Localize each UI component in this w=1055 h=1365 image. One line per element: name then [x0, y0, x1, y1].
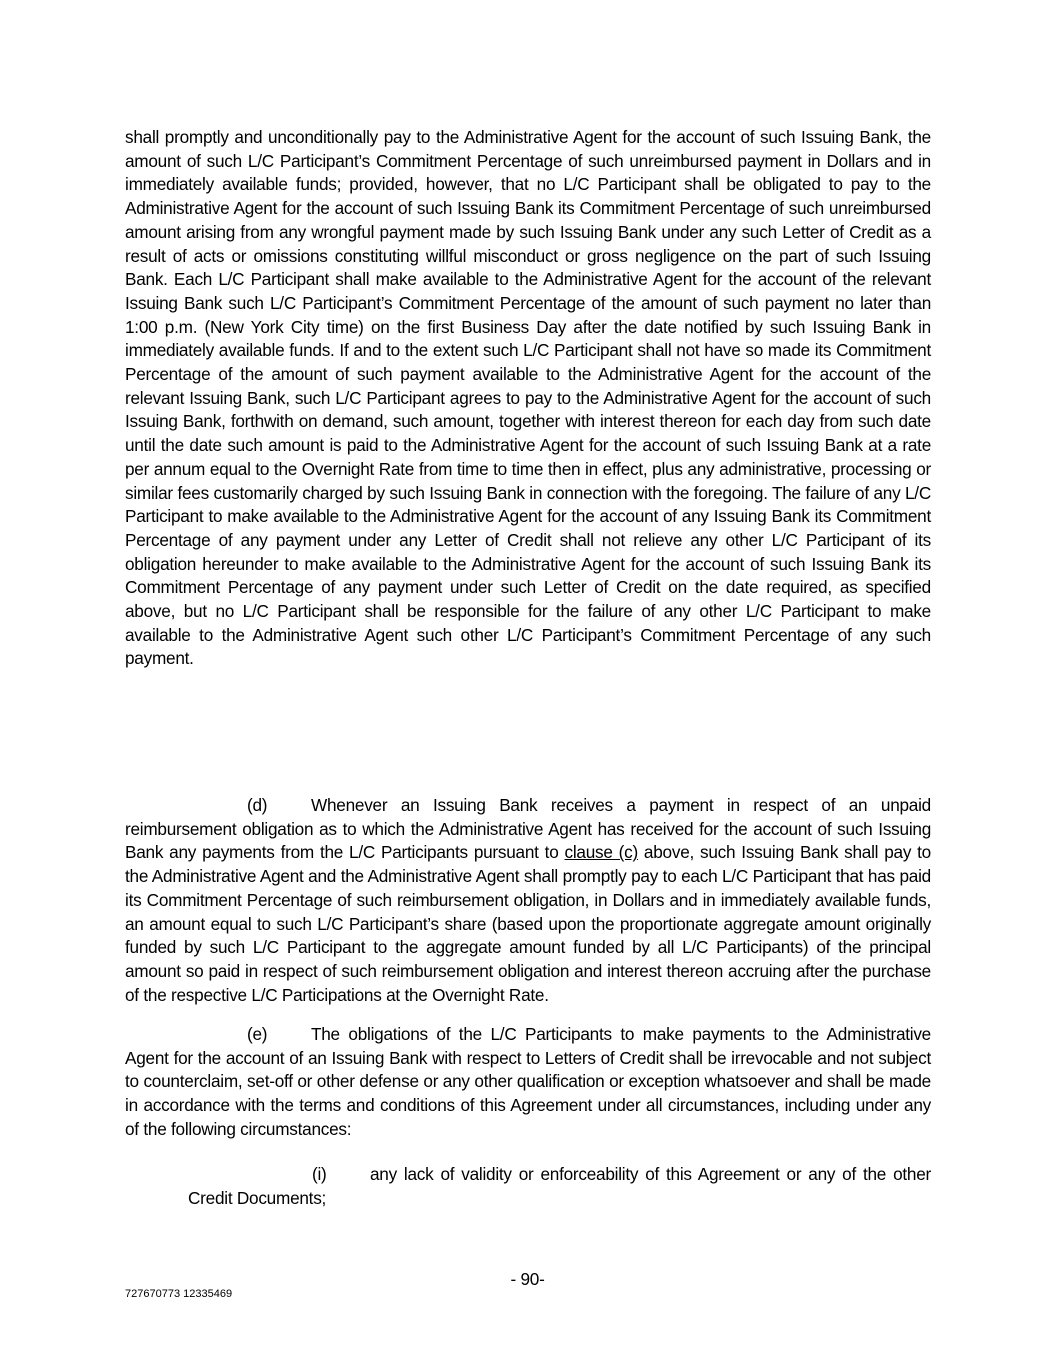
clause-c-reference: clause (c) — [564, 842, 638, 863]
paragraph-d-text-start: Whenever an Issuing Bank receives a payment in respect of an unpaid reimbursement obligation as to which the Administrative Agent has received for the account of such Issuing Bank any payments from the L/C Participants pursuant to — [125, 795, 931, 863]
subparagraph-i-text: any lack of validity or enforceability of this Agreement or any of the other Credit Documents; — [188, 1164, 931, 1208]
clause-label-e: (e) — [247, 1024, 268, 1044]
paragraph-e-text: The obligations of the L/C Participants to make payments to the Administrative Agent for the account of an Issuing Bank with respect to Letters of Credit shall be irrevocable and not subject to counterclaim, set-off or other defense or any other qualification or exception whatsoever and shall be made in accordance with the terms and conditions of this Agreement under all circumstances, including under any of the following circumstances: — [125, 1024, 931, 1139]
page-number: - 90- — [510, 1269, 545, 1289]
clause-label-i: (i) — [312, 1164, 327, 1184]
document-id: 727670773 12335469 — [125, 1288, 233, 1300]
subparagraph-i — [188, 1163, 931, 1210]
paragraph-d-text-end: above, such Issuing Bank shall pay to the Administrative Agent and the Administrative Agent shall promptly pay to each L/C Participant that has paid its Commitment Percentage of such reimbursement obligation, in Dollars and in immediately available funds, an amount equal to such L/C Participant’s share (based upon the proportionate aggregate amount originally funded by such L/C Participant to the aggregate amount funded by all L/C Participants) of the principal amount so paid in respect of such reimbursement obligation and interest thereon accruing after the purchase of the respective L/C Participations at the Overnight Rate. — [125, 842, 931, 1005]
paragraph-e — [125, 1023, 931, 1142]
paragraph-d — [125, 794, 931, 1007]
paragraph-continuation: shall promptly and unconditionally pay to the Administrative Agent for the account of such Issuing Bank, the amount of such L/C Participant’s Commitment Percentage of such unreimbursed payment in Dollars and in immediately available funds; provided, however, that no L/C Participant shall be obligated to pay to the Administrative Agent for the account of such Issuing Bank its Commitment Percentage of such unreimbursed amount arising from any wrongful payment made by such Issuing Bank under any such Letter of Credit as a result of acts or omissions constituting willful misconduct or gross negligence on the part of such Issuing Bank. Each L/C Participant shall make available to the Administrative Agent for the account of the relevant Issuing Bank such L/C Participant’s Commitment Percentage of the amount of such payment no later than 1:00 p.m. (New York City time) on the first Business Day after the date notified by such Issuing Bank in immediately available funds. If and to the extent such L/C Participant shall not have so made its Commitment Percentage of the amount of such payment available to the Administrative Agent for the account of the relevant Issuing Bank, such L/C Participant agrees to pay to the Administrative Agent for the account of such Issuing Bank, forthwith on demand, such amount, together with interest thereon for each day from such date until the date such amount is paid to the Administrative Agent for the account of such Issuing Bank at a rate per annum equal to the Overnight Rate from time to time then in effect, plus any administrative, processing or similar fees customarily charged by such Issuing Bank in connection with the foregoing. The failure of any L/C Participant to make available to the Administrative Agent for the account of any Issuing Bank its Commitment Percentage of any payment under any Letter of Credit shall not relieve any other L/C Participant of its obligation hereunder to make available to the Administrative Agent for the account of such Issuing Bank its Commitment Percentage of any payment under such Letter of Credit on the date required, as specified above, but no L/C Participant shall be responsible for the failure of any other L/C Participant to make available to the Administrative Agent such other L/C Participant’s Commitment Percentage of any such payment. — [125, 127, 931, 669]
clause-label-d: (d) — [247, 795, 268, 815]
